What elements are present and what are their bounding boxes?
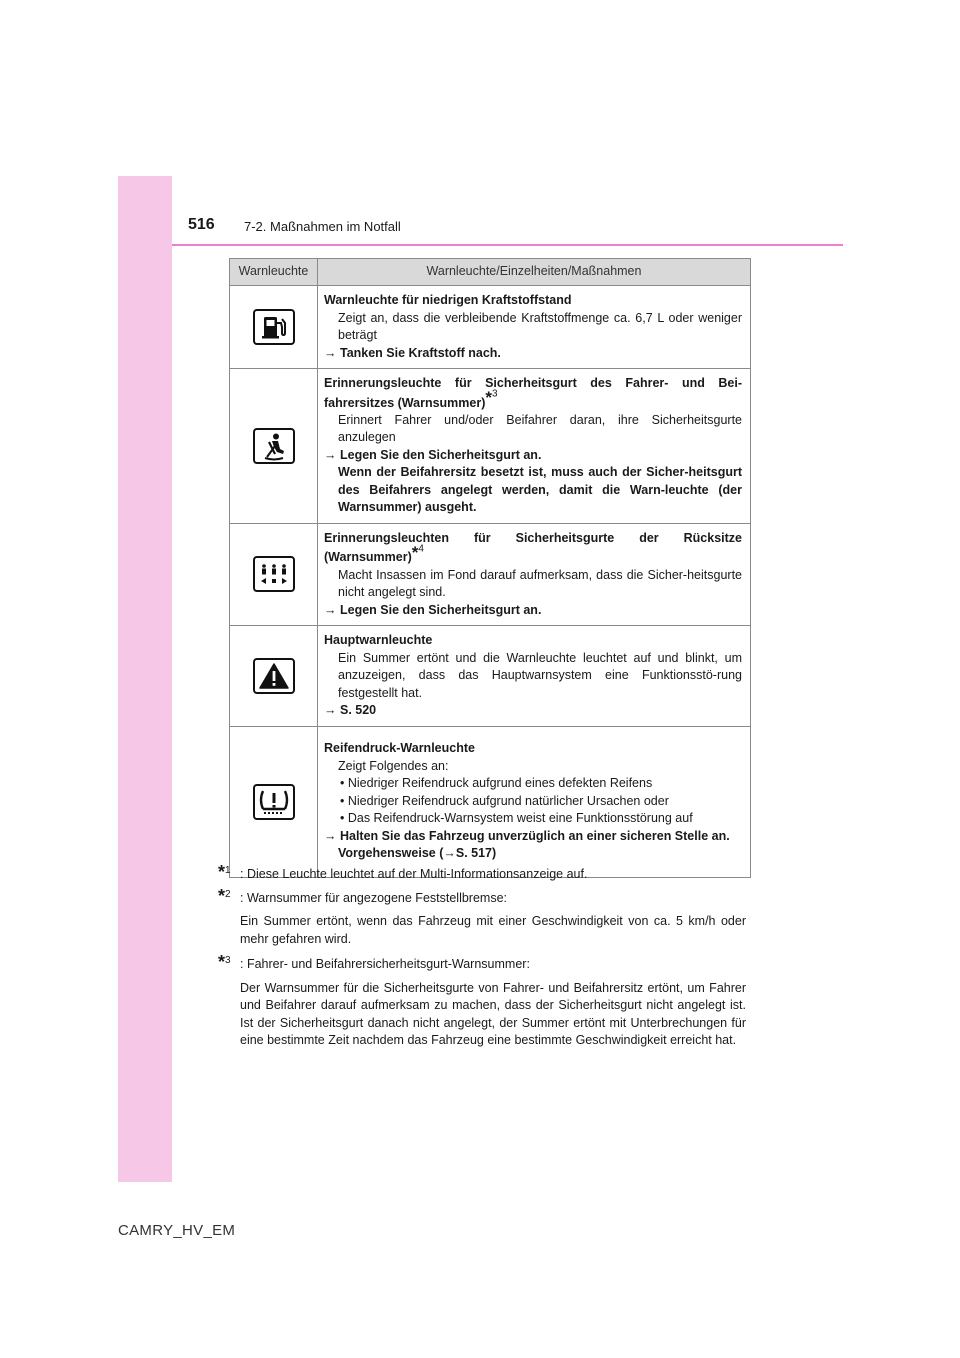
footnote-3	[218, 952, 746, 974]
bullet-text: Niedriger Reifendruck aufgrund natürlicher Ursachen oder	[347, 793, 669, 808]
row-description: Macht Insassen im Fond darauf aufmerksam, dass die Sicher-heitsgurte nicht angelegt sind.	[338, 567, 742, 600]
procedure-prefix: Vorgehensweise (	[338, 846, 444, 861]
list-item: • Niedriger Reifendruck aufgrund natürlicher Ursachen oder	[340, 793, 669, 808]
row-title	[324, 530, 742, 567]
row-description: Zeigt an, dass die verbleibende Kraftstoffmenge ca. 6,7 L oder weniger beträgt	[338, 310, 742, 342]
document-code: CAMRY_HV_EM	[118, 1222, 236, 1239]
table-row	[230, 286, 751, 369]
row-title: Reifendruck-Warnleuchte	[324, 741, 475, 756]
title-text: Erinnerungsleuchten für Sicherheitsgurte der Rücksitze (Warnsummer)	[324, 530, 742, 565]
details-cell	[318, 626, 751, 727]
header-rule	[172, 244, 843, 246]
action-text: Halten Sie das Fahrzeug unverzüglich an einer sicheren Stelle an.	[339, 828, 730, 843]
arrow-icon: →	[324, 447, 337, 462]
row-action-note	[324, 845, 742, 863]
table-row	[230, 726, 751, 877]
arrow-icon: →	[443, 846, 456, 861]
star-mark: *	[218, 885, 226, 906]
icon-cell	[230, 369, 318, 524]
master-warning-icon	[253, 658, 295, 694]
footnote-body: Der Warnsummer für die Sicherheitsgurte von Fahrer- und Beifahrersitz ertönt, um Fahrer und Beifahrer darauf aufmerksam zu machen, dass der Sicherheitsgurt nicht angelegt ist. Ist der Sicherheitsgurt danach nicht angelegt, der Summer ertönt mit Unterbrechungen für eine bestimmte Zeit nachdem das Fahrzeug eine bestimmte Geschwindigkeit erreicht hat.	[240, 980, 746, 1047]
row-action	[324, 702, 742, 720]
seatbelt-icon	[253, 428, 295, 464]
row-action	[324, 828, 742, 846]
action-text: Legen Sie den Sicherheitsgurt an.	[339, 447, 542, 462]
footnote-number: 4	[418, 543, 424, 555]
row-action	[324, 345, 742, 363]
arrow-icon: →	[324, 602, 337, 617]
action-text: Tanken Sie Kraftstoff nach.	[339, 345, 501, 360]
icon-cell	[230, 523, 318, 625]
icon-cell	[230, 726, 318, 877]
arrow-icon: →	[324, 345, 337, 360]
table-row	[230, 369, 751, 524]
section-title: 7-2. Maßnahmen im Notfall	[244, 219, 401, 234]
chapter-sidebar-tab	[118, 176, 172, 1182]
action-text: Legen Sie den Sicherheitsgurt an.	[339, 602, 542, 617]
table-row	[230, 523, 751, 625]
icon-cell	[230, 286, 318, 369]
details-cell	[318, 286, 751, 369]
page-reference[interactable]: S. 517)	[455, 846, 497, 861]
row-action	[324, 447, 742, 465]
footnote-number: 2	[225, 888, 231, 900]
footnote-marker	[218, 954, 231, 975]
footnote-marker	[485, 388, 497, 407]
title-text: Erinnerungsleuchte für Sicherheitsgurt des Fahrer- und Bei-fahrersitzes (Warnsummer)	[324, 376, 742, 410]
star-mark: *	[485, 388, 493, 408]
table-header-row	[230, 259, 751, 286]
star-mark: *	[218, 952, 226, 972]
warning-lights-table	[229, 258, 751, 878]
footnote-2	[218, 885, 746, 908]
row-description: Zeigt Folgendes an:	[338, 758, 449, 773]
tire-pressure-icon	[253, 784, 295, 820]
list-item: • Das Reifendruck-Warnsystem weist eine Funktionsstörung auf	[340, 811, 693, 826]
table-row	[230, 626, 751, 727]
details-cell	[318, 523, 751, 625]
list-item: • Niedriger Reifendruck aufgrund eines defekten Reifens	[340, 776, 653, 791]
star-mark: *	[411, 542, 419, 562]
action-text: S. 520	[339, 703, 377, 718]
row-title: Warnleuchte für niedrigen Kraftstoffstand	[324, 293, 572, 307]
row-title	[324, 375, 742, 412]
bullet-text: Das Reifendruck-Warnsystem weist eine Funktionsstörung auf	[347, 811, 693, 826]
footnote-body: Ein Summer ertönt, wenn das Fahrzeug mit einer Geschwindigkeit von ca. 5 km/h oder mehr gefahren wird.	[240, 914, 746, 946]
page-number: 516	[188, 216, 215, 233]
row-description: Erinnert Fahrer und/oder Beifahrer daran, ihre Sicherheitsgurte anzulegen	[338, 412, 742, 445]
footnote-text: : Diese Leuchte leuchtet auf der Multi-Informationsanzeige auf.	[240, 867, 588, 881]
rear-seatbelt-icon	[253, 556, 295, 592]
footnote-number: 1	[225, 865, 231, 876]
footnote-text: : Fahrer- und Beifahrersicherheitsgurt-Warnsummer:	[240, 957, 530, 971]
footnote-1	[218, 862, 746, 884]
footnotes	[218, 862, 746, 1058]
details-cell	[318, 369, 751, 524]
footnote-number: 3	[225, 955, 231, 966]
row-action-note: Wenn der Beifahrersitz besetzt ist, muss auch der Sicher-heitsgurt des Beifahrers angelegt werden, damit die Warn-leuchte (der Warnsummer) ausgeht.	[338, 465, 742, 515]
bullet-text: Niedriger Reifendruck aufgrund eines defekten Reifens	[347, 776, 653, 791]
details-cell	[318, 726, 751, 877]
footnote-text: : Warnsummer für angezogene Feststellbremse:	[240, 890, 508, 905]
footnote-marker	[412, 543, 424, 562]
arrow-icon: →	[324, 703, 337, 718]
column-header-details: Warnleuchte/Einzelheiten/Maßnahmen	[318, 259, 751, 286]
footnote-marker	[218, 885, 231, 909]
icon-cell	[230, 626, 318, 727]
column-header-warnleuchte: Warnleuchte	[230, 259, 318, 286]
footnote-marker	[218, 864, 231, 885]
row-action	[324, 602, 742, 620]
row-title: Hauptwarnleuchte	[324, 633, 433, 648]
fuel-pump-icon	[253, 309, 295, 345]
row-description: Ein Summer ertönt und die Warnleuchte leuchtet auf und blinkt, um anzuzeigen, dass das Hauptwarnsystem eine Funktionsstö-rung festgestellt hat.	[338, 650, 742, 700]
star-mark: *	[218, 862, 226, 882]
arrow-icon: →	[324, 828, 337, 843]
footnote-number: 3	[492, 388, 498, 400]
